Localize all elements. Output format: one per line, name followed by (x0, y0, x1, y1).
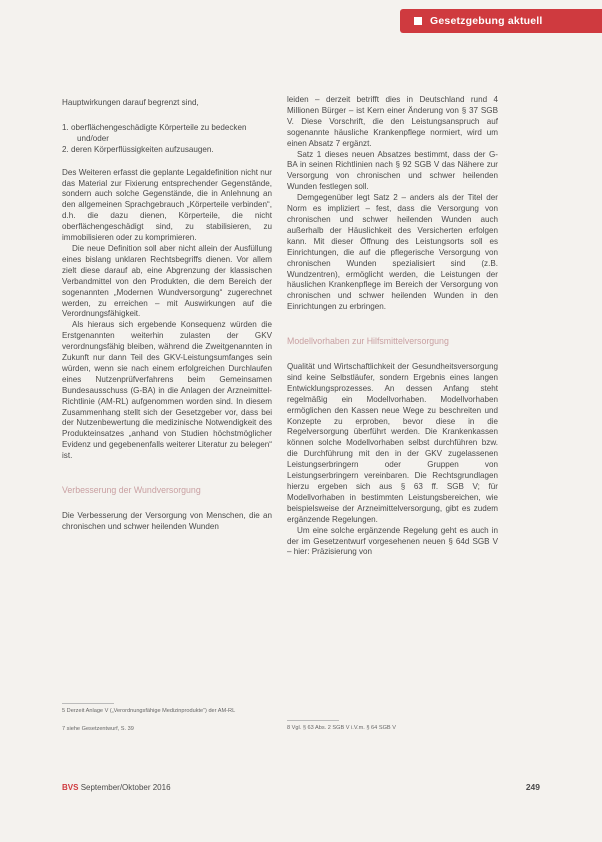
left-column (62, 98, 272, 533)
footnote: 7 siehe Gesetzentwurf, S. 39 (62, 726, 134, 732)
footer-issue (62, 783, 171, 792)
footnote-divider (62, 703, 114, 704)
footnote: 8 Vgl. § 63 Abs. 2 SGB V i.V.m. § 64 SGB V (287, 725, 396, 731)
paragraph: Die neue Definition soll aber nicht allein der Ausfüllung eines bislang unklaren Rechtsbegriffs dienen. Vor allem zielt diese darauf ab, eine Abgrenzung der klassischen Verbandmittel von den Produkten, die dem Bereich der sogenannten „Modernen Wundversorgung“ zugerechnet werden, zu erreichen – mit Auswirkungen auf die Verordnungsfähigkeit. (62, 243, 272, 319)
list-item: 2. deren Körperflüssigkeiten aufzusaugen. (62, 144, 214, 154)
paragraph: leiden – derzeit betrifft dies in Deutschland rund 4 Millionen Bürger – ist Kern einer Änderung von § 37 SGB V. Diese Vorschrift, die den Leistungsanspruch auf sogenannte häusliche Krankenpflege normiert, wird um einen Absatz 7 ergänzt. (287, 95, 498, 148)
footnote-divider (287, 720, 339, 721)
right-column (287, 95, 498, 558)
footnote: 5 Derzeit Anlage V („Verordnungsfähige Medizinprodukte“) der AM-RL (62, 708, 236, 714)
paragraph: Satz 1 dieses neuen Absatzes bestimmt, dass der G-BA in seinen Richtlinien nach § 92 SGB V das Nähere zur Versorgung von chronischen und schwer heilenden Wunden festlegen soll. (287, 149, 498, 192)
intro-text: Hauptwirkungen darauf begrenzt sind, (62, 98, 199, 107)
paragraph: Des Weiteren erfasst die geplante Legaldefinition nicht nur das Material zur Fixierung entsprechender Gegenstände, sondern auch solche Gegenstände, die in Anlehnung an den allgemeinen Sprachgebrauch „Körperteile verbinden“, d.h. die dazu dienen, Körperteile, die nicht oberflächengeschädigt sind, zu stabilisieren, zu immobilisieren oder zu komprimieren. (62, 167, 272, 243)
brand-logo: BVS (62, 783, 79, 792)
square-icon (414, 17, 422, 25)
paragraph: Um eine solche ergänzende Regelung geht es auch in der im Gesetzentwurf vorgesehenen neuen § 64d SGB V – hier: Präzisierung von (287, 525, 498, 557)
paragraph: Als hieraus sich ergebende Konsequenz würden die Erstgenannten weiterhin zulasten der GKV verordnungsfähig bleiben, während die Zweitgenannten in Zukunft nur dann Teil des GKV-Leistungsumfanges sein würden, wenn sie nach einem erfolgreichen Durchlaufen eines Nutzenprüfverfahrens beim Gemeinsamen Bundesausschuss (G-BA) in die Anlagen der Arzneimittel-Richtlinie (AM-RL) aufgenommen worden sind. In diesem Zusammenhang stellt sich der Gesetzgeber vor, dass bei der Nutzenbewertung die medizinische Notwendigkeit des Produkteinsatzes „anhand von Studien höchstmöglicher Evidenz und gegebenenfalls weiterer Literatur zu belegen“ ist. (62, 320, 272, 461)
definition-list (62, 123, 272, 156)
paragraph: Demgegenüber legt Satz 2 – anders als der Titel der Norm es impliziert – fest, dass die Versorgung von chronischen und schwer heilenden Wunden auch außerhalb der Häuslichkeit des Versicherten erfolgen kann. Mit dieser Öffnung des Leistungsorts soll es Einrichtungen, die auf die pflegerische Versorgung von chronischen Wunden spezialisiert sind (z.B. Wundzentren), ermöglicht werden, die Leistungen der häuslichen Krankenpflege im Bereich der Versorgung von chronischen und schwer heilenden Wunden in den Einrichtungen zu erbringen. (287, 193, 498, 312)
page-number: 249 (525, 782, 540, 792)
section-banner (400, 9, 602, 33)
issue-date: September/Oktober 2016 (80, 783, 171, 792)
section-label: Gesetzgebung aktuell (430, 15, 543, 27)
paragraph: Die Verbesserung der Versorgung von Menschen, die an chronischen und schwer heilenden Wunden (62, 511, 272, 531)
paragraph: Qualität und Wirtschaftlichkeit der Gesundheitsversorgung sind keine Selbstläufer, sondern Ergebnis eines langen Entwicklungsprozesses. An dessen Anfang steht regelmäßig ein Modellvorhaben. Modellvorhaben ermöglichen den Kassen neue Wege zu beschreiten und Konzepte zu erproben, bevor diese in die Regelversorgung überführt werden. Die Krankenkassen können solche Modellvorhaben selbst durchführen bzw. die Durchführung mit den in der GKV zugelassenen Leistungserbringern oder Gruppen von Leistungserbringern vereinbaren. Die Rechtsgrundlagen hierzu ergeben sich aus § 63 ff. SGB V; für Modellvorhaben in bestimmten Leistungsbereichen, wie beispielsweise der Arzneimittelversorgung, gibt es zudem ergänzende Regelungen. (287, 362, 498, 524)
list-item: 1. oberflächengeschädigte Körperteile zu bedecken und/oder (62, 122, 247, 143)
subheading: Verbesserung der Wundversorgung (62, 485, 201, 496)
subheading: Modellvorhaben zur Hilfsmittelversorgung (287, 336, 449, 347)
